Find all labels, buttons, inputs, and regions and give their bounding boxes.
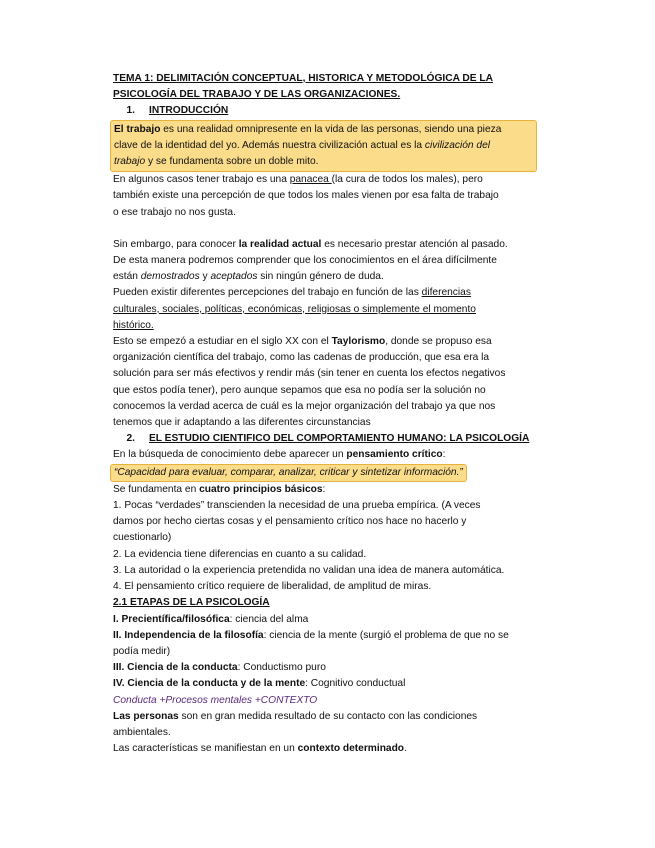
highlight-text-2: clave de la identidad del yo. Además nuestra civilización actual es la — [114, 139, 425, 151]
text: Esto se empezó a estudiar en el siglo XX con el — [113, 336, 332, 348]
text: sin ningún género de duda. — [257, 271, 384, 283]
highlight-text-1: es una realidad omnipresente en la vida de las personas, siendo una pieza — [160, 123, 502, 135]
term-panacea: panacea — [289, 174, 332, 186]
paragraph-line: que estos podía tener), pero aunque sepamos que esa no podía ser la solución no — [113, 384, 486, 396]
paragraph-line — [113, 237, 538, 253]
section-1-number: 1. — [126, 105, 135, 117]
stage-item — [113, 660, 538, 676]
list-item: 4. El pensamiento crítico requiere de liberalidad, de amplitud de miras. — [113, 581, 432, 593]
highlighted-intro — [110, 120, 537, 173]
stage-description: : ciencia de la mente (surgió el problema de que no se — [263, 629, 509, 641]
stage-description: : Conductismo puro — [237, 662, 326, 674]
text: : — [322, 483, 326, 495]
text: es necesario prestar atención al pasado. — [321, 238, 508, 250]
text: En la búsqueda de conocimiento debe aparecer un — [113, 449, 347, 461]
text: Pueden existir diferentes percepciones del trabajo en función de las — [113, 287, 422, 299]
paragraph-line: solución para ser más efectivos y rendir más (sin tener en cuenta los efectos negativos — [113, 368, 506, 380]
paragraph-line: culturales, sociales, políticas, económicas, religiosas o simplemente el momento — [113, 303, 476, 315]
paragraph-gap — [113, 221, 538, 237]
list-item-continuation: damos por hecho ciertas cosas y el pensamiento crítico nos hace no hacerlo y — [113, 516, 467, 528]
text: son en gran medida resultado de su contacto con las condiciones — [178, 710, 478, 722]
paragraph-line — [113, 741, 538, 757]
section-2-title: EL ESTUDIO CIENTIFICO DEL COMPORTAMIENTO HUMANO: LA PSICOLOGÍA — [149, 433, 530, 445]
term-cuatro-principios: cuatro principios básicos — [199, 483, 323, 495]
list-item-continuation: cuestionarlo) — [113, 532, 172, 544]
highlight-text-3: y se fundamenta sobre un doble mito. — [145, 156, 319, 168]
stage-label: II. Independencia de la filosofía — [113, 629, 264, 641]
text: y — [199, 271, 211, 283]
paragraph-line: tenemos que ir adaptando a las diferentes circunstancias — [113, 417, 371, 429]
term-realidad-actual: la realidad actual — [238, 238, 322, 250]
stage-item-continuation: podía medir) — [113, 645, 171, 657]
document-title-line-1: TEMA 1: DELIMITACIÓN CONCEPTUAL, HISTORICA Y METODOLÓGICA DE LA — [113, 73, 493, 84]
paragraph-line: histórico. — [113, 319, 154, 331]
term-trabajo: El trabajo — [114, 123, 161, 135]
section-2-heading — [113, 431, 538, 447]
stage-item — [113, 612, 538, 628]
text: , donde se propuso esa — [385, 336, 492, 348]
highlight-italic-2: trabajo — [114, 156, 146, 168]
section-2-1-heading: 2.1 ETAPAS DE LA PSICOLOGÍA — [113, 597, 270, 609]
paragraph-line: organización científica del trabajo, como las cadenas de producción, que esa era la — [113, 352, 490, 364]
stage-description: : ciencia del alma — [229, 613, 309, 625]
list-item: 1. Pocas “verdades” transcienden la necesidad de una prueba empírica. (A veces — [113, 500, 481, 512]
stage-label: III. Ciencia de la conducta — [113, 662, 238, 674]
section-1-heading — [113, 103, 538, 119]
stage-description: : Cognitivo conductual — [305, 678, 406, 690]
stage-label: IV. Ciencia de la conducta y de la mente — [113, 678, 306, 690]
quote-line — [113, 464, 538, 482]
list-item: 3. La autoridad o la experiencia pretendida no validan una idea de manera automática. — [113, 564, 505, 576]
text: (la cura de todos los males), pero — [331, 174, 483, 186]
text: . — [404, 743, 407, 755]
stage-item — [113, 676, 538, 692]
paragraph-line — [113, 334, 538, 350]
text: : — [442, 449, 446, 461]
paragraph-line: ambientales. — [113, 726, 171, 738]
paragraph-line — [113, 709, 538, 725]
underlined-text: diferencias — [421, 287, 471, 299]
paragraph-line: conocemos la verdad acerca de cuál es la mejor organización del trabajo ya que nos — [113, 400, 496, 412]
term-aceptados: aceptados — [210, 271, 258, 283]
paragraph-line — [113, 285, 538, 301]
paragraph-line — [113, 172, 538, 188]
section-2-number: 2. — [126, 433, 135, 445]
term-las-personas: Las personas — [113, 710, 179, 722]
formula-line: Conducta +Procesos mentales +CONTEXTO — [113, 694, 318, 706]
highlight-italic-1: civilización del — [424, 139, 491, 151]
text: Las características se manifiestan en un — [113, 743, 298, 755]
highlighted-quote: “Capacidad para evaluar, comparar, analizar, criticar y sintetizar información.” — [110, 464, 467, 482]
text: Sin embargo, para conocer — [113, 238, 239, 250]
text: Se fundamenta en — [113, 483, 200, 495]
paragraph-line: también existe una percepción de que todos los males vienen por esa falta de trabajo — [113, 190, 499, 202]
term-taylorismo: Taylorismo — [331, 336, 386, 348]
term-pensamiento-critico: pensamiento crítico — [346, 449, 443, 461]
term-contexto-determinado: contexto determinado — [297, 743, 405, 755]
paragraph-line — [113, 447, 538, 463]
document-title-line-2: PSICOLOGÍA DEL TRABAJO Y DE LAS ORGANIZACIONES. — [113, 89, 401, 101]
paragraph-line — [113, 269, 538, 285]
paragraph-line: o ese trabajo no nos gusta. — [113, 206, 236, 218]
text: están — [113, 271, 141, 283]
document-body — [113, 71, 538, 757]
paragraph-line: De esta manera podremos comprender que los conocimientos en el área difícilmente — [113, 255, 497, 267]
section-1-title: INTRODUCCIÓN — [149, 105, 229, 117]
paragraph-line — [113, 482, 538, 498]
list-item: 2. La evidencia tiene diferencias en cuanto a su calidad. — [113, 548, 367, 560]
stage-item — [113, 628, 538, 644]
stage-label: I. Precientífica/filosófica — [113, 613, 230, 625]
text: En algunos casos tener trabajo es una — [113, 174, 290, 186]
term-demostrados: demostrados — [140, 271, 200, 283]
